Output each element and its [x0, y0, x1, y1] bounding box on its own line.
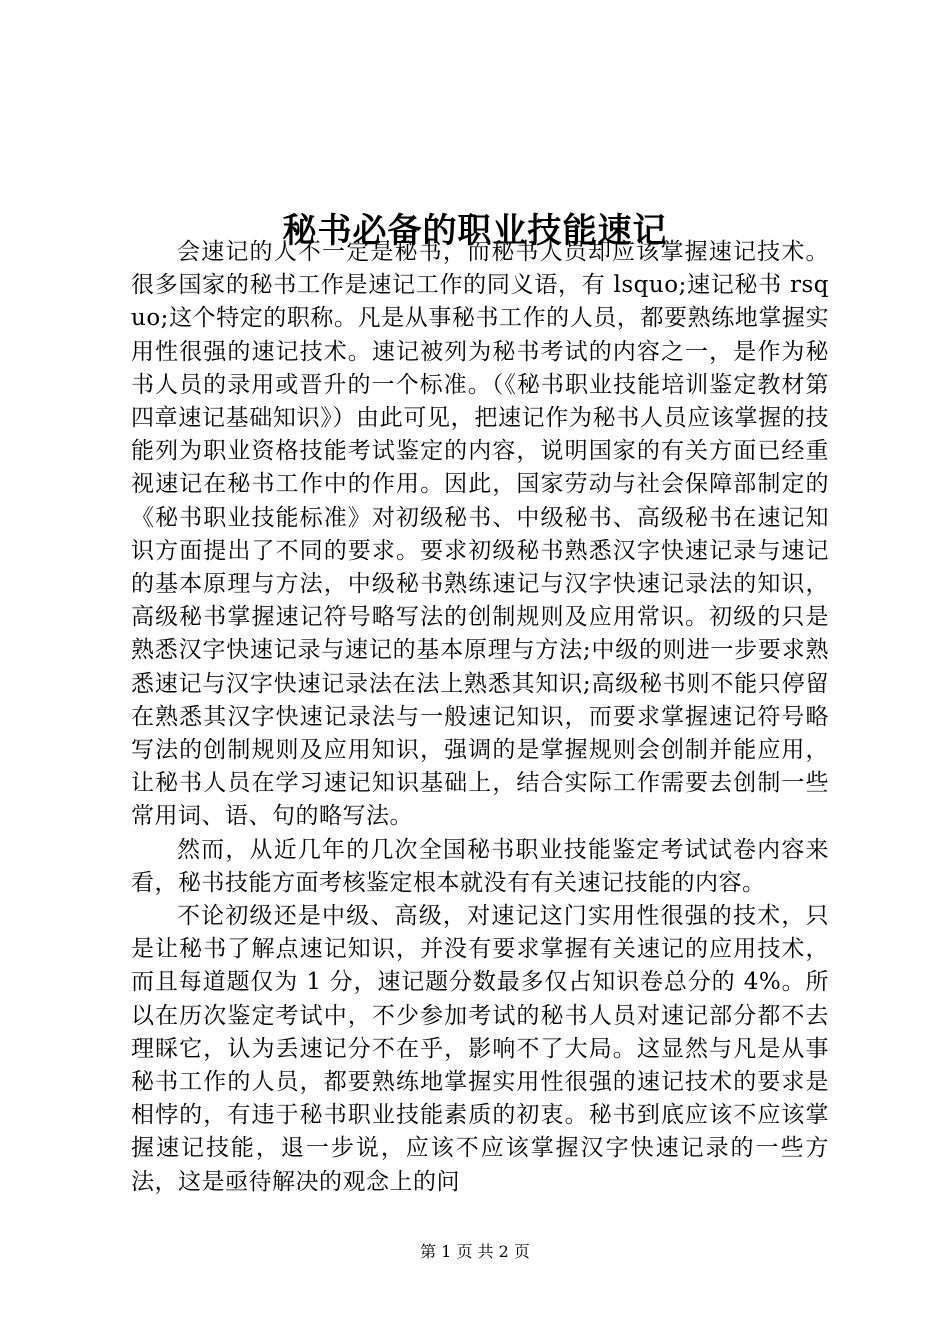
document-title: 秘书必备的职业技能速记 — [282, 210, 668, 251]
paragraph-2: 然而，从近几年的几次全国秘书职业技能鉴定考试试卷内容来看，秘书技能方面考核鉴定根本就没有有关速记技能的内容。 — [131, 836, 829, 896]
document-body — [131, 236, 829, 1199]
paragraph-1: 会速记的人不一定是秘书，而秘书人员却应该掌握速记技术。很多国家的秘书工作是速记工作的同义语，有 lsquo;速记秘书 rsquo;这个特定的职称。凡是从事秘书工作的人员，都要熟练地掌握实用性很强的速记技术。速记被列为秘书考试的内容之一，是作为秘书人员的录用或晋升的一个标准。（《秘书职业技能培训鉴定教材第四章速记基础知识》）由此可见，把速记作为秘书人员应该掌握的技能列为职业资格技能考试鉴定的内容，说明国家的有关方面已经重视速记在秘书工作中的作用。因此，国家劳动与社会保障部制定的《秘书职业技能标准》对初级秘书、中级秘书、高级秘书在速记知识方面提出了不同的要求。要求初级秘书熟悉汉字快速记录与速记的基本原理与方法，中级秘书熟练速记与汉字快速记录法的知识，高级秘书掌握速记符号略写法的创制规则及应用常识。初级的只是熟悉汉字快速记录与速记的基本原理与方法;中级的则进一步要求熟悉速记与汉字快速记录法在法上熟悉其知识;高级秘书则不能只停留在熟悉其汉字快速记录法与一般速记知识，而要求掌握速记符号略写法的创制规则及应用知识，强调的是掌握规则会创制并能应用，让秘书人员在学习速记知识基础上，结合实际工作需要去创制一些常用词、语、句的略写法。 — [131, 239, 829, 830]
page-footer: 第 1 页 共 2 页 — [420, 1242, 530, 1261]
paragraph-3: 不论初级还是中级、高级，对速记这门实用性很强的技术，只是让秘书了解点速记知识，并没有要求掌握有关速记的应用技术，而且每道题仅为 1 分，速记题分数最多仅占知识卷总分的 4%。所以在历次鉴定考试中，不少参加考试的秘书人员对速记部分都不去理睬它，认为丢速记分不在乎，影响不了大局。这显然与凡是从事秘书工作的人员，都要熟练地掌握实用性很强的速记技术的要求是相悖的，有违于秘书职业技能素质的初衷。秘书到底应该不应该掌握速记技能，退一步说，应该不应该掌握汉字快速记录的一些方法，这是亟待解决的观念上的问 — [131, 903, 829, 1195]
